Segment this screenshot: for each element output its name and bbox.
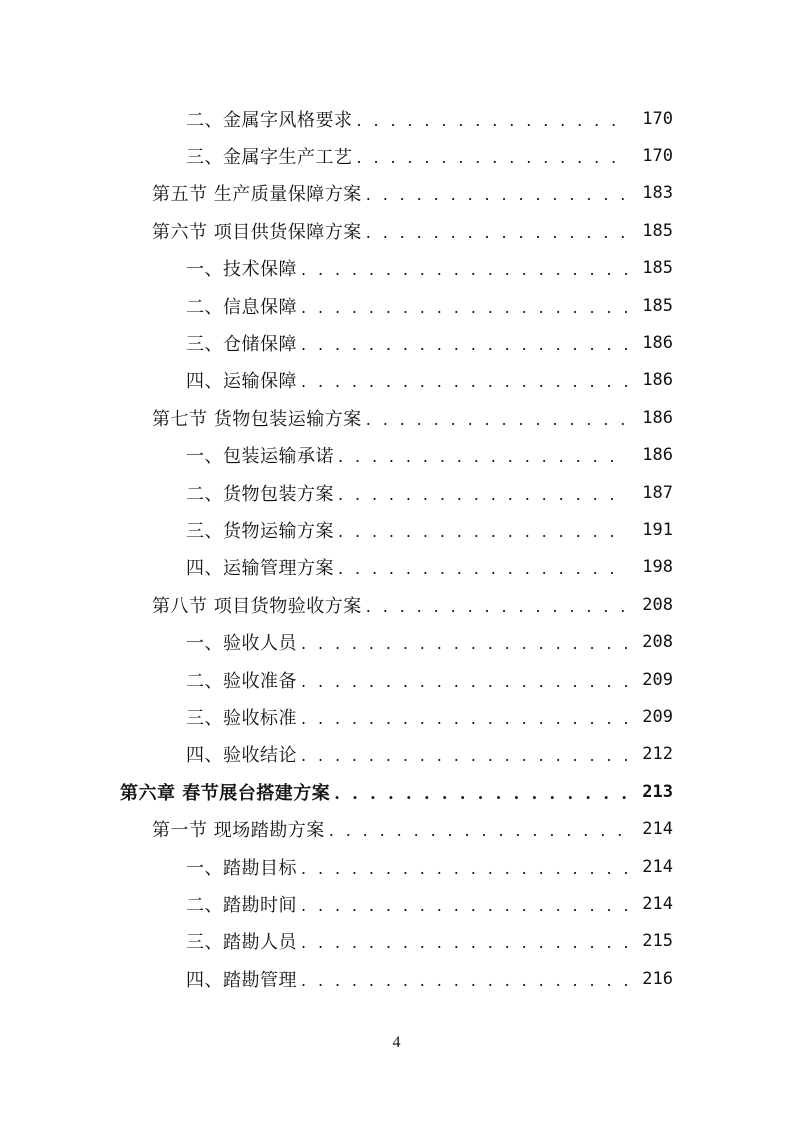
- toc-chapter-entry[interactable]: [0, 773, 793, 810]
- toc-entry-label: 四、踏勘管理: [186, 969, 297, 991]
- toc-entry-page-number: 185: [642, 295, 673, 316]
- toc-section-entry[interactable]: [0, 212, 793, 249]
- toc-entry-label: 二、踏勘时间: [186, 894, 297, 916]
- toc-subsection-entry[interactable]: [0, 736, 793, 773]
- toc-entry-label: 第七节 货物包装运输方案: [152, 408, 362, 430]
- toc-dot-leader: [301, 636, 627, 652]
- toc-dot-leader: [301, 973, 627, 989]
- toc-section-entry[interactable]: [0, 175, 793, 212]
- toc-entry-page-number: 215: [642, 931, 673, 952]
- toc-entry-page-number: 186: [642, 333, 673, 354]
- toc-subsection-entry[interactable]: [0, 885, 793, 922]
- toc-section-entry[interactable]: [0, 810, 793, 847]
- toc-entry-page-number: 198: [642, 557, 673, 578]
- toc-dot-leader: [301, 861, 627, 877]
- toc-entry-page-number: 187: [642, 482, 673, 503]
- toc-subsection-entry[interactable]: [0, 549, 793, 586]
- toc-dot-leader: [338, 524, 627, 540]
- toc-dot-leader: [301, 711, 627, 727]
- toc-entry-page-number: 170: [642, 108, 673, 129]
- toc-subsection-entry[interactable]: [0, 511, 793, 548]
- toc-section-entry[interactable]: [0, 586, 793, 623]
- toc-entry-page-number: 214: [642, 819, 673, 840]
- toc-entry-label: 二、验收准备: [186, 670, 297, 692]
- toc-entry-label: 第五节 生产质量保障方案: [152, 184, 362, 206]
- toc-dot-leader: [301, 935, 627, 951]
- toc-entry-label: 一、包装运输承诺: [186, 446, 334, 468]
- table-of-contents: [0, 100, 793, 997]
- toc-entry-label: 三、踏勘人员: [186, 932, 297, 954]
- toc-dot-leader: [366, 187, 627, 203]
- toc-dot-leader: [301, 674, 627, 690]
- toc-entry-label: 第一节 现场踏勘方案: [152, 820, 325, 842]
- toc-subsection-entry[interactable]: [0, 960, 793, 997]
- page-number: 4: [392, 1034, 401, 1051]
- toc-entry-page-number: 170: [642, 146, 673, 167]
- toc-entry-page-number: 216: [642, 968, 673, 989]
- toc-subsection-entry[interactable]: [0, 250, 793, 287]
- toc-subsection-entry[interactable]: [0, 848, 793, 885]
- toc-subsection-entry[interactable]: [0, 362, 793, 399]
- toc-subsection-entry[interactable]: [0, 923, 793, 960]
- toc-entry-label: 二、金属字风格要求: [186, 109, 353, 131]
- toc-entry-page-number: 214: [642, 893, 673, 914]
- toc-dot-leader: [338, 487, 627, 503]
- toc-entry-label: 三、仓储保障: [186, 334, 297, 356]
- toc-entry-label: 第六章 春节展台搭建方案: [120, 782, 331, 804]
- toc-entry-page-number: 183: [642, 183, 673, 204]
- toc-entry-page-number: 209: [642, 669, 673, 690]
- toc-dot-leader: [329, 823, 627, 839]
- toc-entry-page-number: 186: [642, 370, 673, 391]
- toc-entry-page-number: 191: [642, 519, 673, 540]
- toc-subsection-entry[interactable]: [0, 698, 793, 735]
- toc-entry-label: 一、踏勘目标: [186, 857, 297, 879]
- toc-entry-label: 四、运输保障: [186, 371, 297, 393]
- toc-dot-leader: [301, 262, 627, 278]
- toc-entry-page-number: 212: [642, 744, 673, 765]
- toc-dot-leader: [301, 337, 627, 353]
- toc-dot-leader: [357, 113, 628, 129]
- toc-entry-label: 三、货物运输方案: [186, 520, 334, 542]
- toc-entry-label: 一、验收人员: [186, 633, 297, 655]
- toc-entry-label: 三、金属字生产工艺: [186, 147, 353, 169]
- toc-dot-leader: [301, 374, 627, 390]
- toc-dot-leader: [366, 412, 627, 428]
- toc-dot-leader: [301, 898, 627, 914]
- toc-entry-page-number: 208: [642, 594, 673, 615]
- toc-dot-leader: [357, 150, 628, 166]
- toc-subsection-entry[interactable]: [0, 137, 793, 174]
- toc-subsection-entry[interactable]: [0, 623, 793, 660]
- toc-dot-leader: [301, 300, 627, 316]
- toc-subsection-entry[interactable]: [0, 324, 793, 361]
- toc-subsection-entry[interactable]: [0, 100, 793, 137]
- toc-dot-leader: [366, 599, 627, 615]
- toc-entry-page-number: 186: [642, 407, 673, 428]
- toc-dot-leader: [338, 449, 627, 465]
- toc-dot-leader: [338, 561, 627, 577]
- toc-subsection-entry[interactable]: [0, 287, 793, 324]
- toc-entry-page-number: 185: [642, 220, 673, 241]
- toc-entry-label: 第八节 项目货物验收方案: [152, 595, 362, 617]
- toc-section-entry[interactable]: [0, 399, 793, 436]
- toc-entry-label: 二、货物包装方案: [186, 483, 334, 505]
- toc-entry-label: 一、技术保障: [186, 259, 297, 281]
- toc-entry-page-number: 213: [642, 781, 673, 802]
- toc-entry-page-number: 209: [642, 706, 673, 727]
- toc-entry-label: 四、运输管理方案: [186, 558, 334, 580]
- toc-entry-label: 三、验收标准: [186, 707, 297, 729]
- toc-entry-page-number: 208: [642, 632, 673, 653]
- toc-subsection-entry[interactable]: [0, 474, 793, 511]
- toc-entry-page-number: 185: [642, 258, 673, 279]
- toc-subsection-entry[interactable]: [0, 437, 793, 474]
- toc-entry-label: 第六节 项目供货保障方案: [152, 221, 362, 243]
- toc-entry-page-number: 214: [642, 856, 673, 877]
- toc-dot-leader: [334, 786, 627, 802]
- toc-entry-label: 二、信息保障: [186, 296, 297, 318]
- toc-dot-leader: [301, 748, 627, 764]
- toc-entry-page-number: 186: [642, 445, 673, 466]
- toc-dot-leader: [366, 225, 627, 241]
- toc-subsection-entry[interactable]: [0, 661, 793, 698]
- toc-entry-label: 四、验收结论: [186, 745, 297, 767]
